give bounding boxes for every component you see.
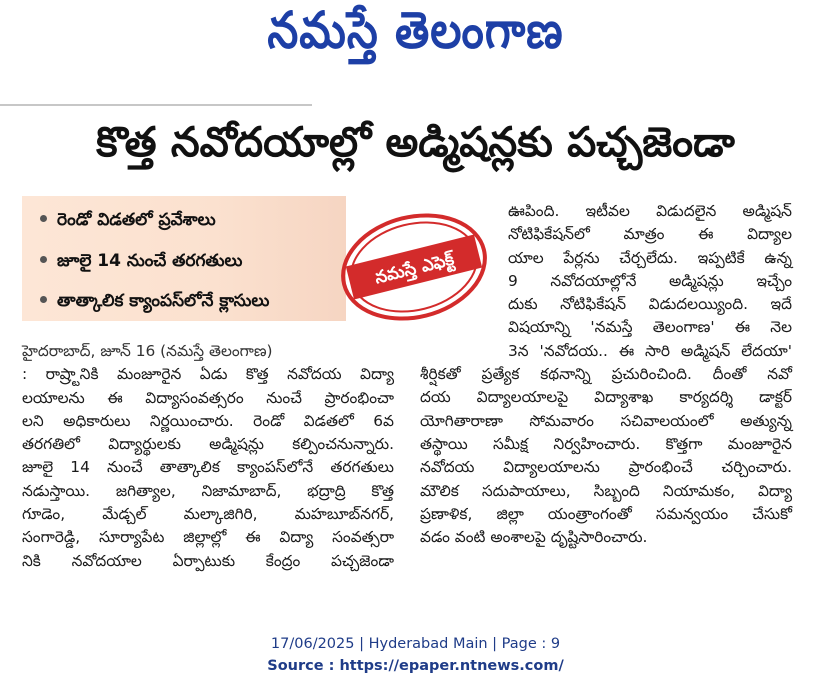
article-line: సంగారెడ్డి, సూర్యాపేట జిల్లాల్లో ఈ విద్యా సంవత్సరా bbox=[22, 528, 394, 547]
article-line: దుకు నోటిఫికేషన్ విడుదలయ్యింది. ఇదే bbox=[508, 295, 792, 314]
article-line: దయ విద్యాలయాలపై విద్యాశాఖ కార్యదర్శి డాక్టర్ bbox=[420, 388, 792, 407]
article-line: తస్థాయి సమీక్ష నిర్వహించారు. కొత్తగా మంజూరైన bbox=[420, 434, 792, 453]
article-line: శీర్షికతో ప్రత్యేక కథనాన్ని ప్రచురించింది. దీంతో నవో bbox=[420, 365, 792, 384]
bullet-icon bbox=[40, 296, 47, 303]
footer-edition-info: 17/06/2025 | Hyderabad Main | Page : 9 bbox=[270, 636, 561, 652]
article-line: యోగితారాణా సోమవారం సచివాలయంలో అత్యున్న bbox=[420, 411, 792, 430]
bullet-icon bbox=[40, 215, 47, 222]
divider bbox=[0, 104, 312, 106]
article-line: లయాలను ఈ విద్యాసంవత్సరం నుంచే ప్రారంభించా bbox=[22, 388, 394, 407]
dateline: హైదరాబాద్, జూన్ 16 (నమస్తే తెలంగాణ) bbox=[22, 342, 273, 360]
article-line: ఊపింది. ఇటీవల విడుదలైన అడ్మిషన్ bbox=[508, 202, 792, 220]
highlight-item: జూలై 14 నుంచే తరగతులు bbox=[40, 251, 242, 275]
highlight-item: రెండో విడతలో ప్రవేశాలు bbox=[40, 210, 216, 234]
article-line: యాల పేర్లను చేర్చలేదు. ఇప్పటికే ఉన్న bbox=[508, 248, 792, 267]
masthead-title: నమస్తే తెలంగాణ bbox=[267, 1, 564, 60]
article-line: గూడెం, మేడ్చల్ మల్కాజిగిరి, మహబూబ్‌నగర్, bbox=[22, 505, 394, 524]
footer-source: Source : https://epaper.ntnews.com/ bbox=[267, 658, 564, 674]
article-left-column bbox=[22, 340, 394, 573]
article-right-column bbox=[420, 200, 792, 549]
highlights-box bbox=[22, 196, 346, 321]
article-line: మౌలిక సదుపాయాలు, సిబ్బంది నియామకం, విద్యా bbox=[420, 481, 792, 500]
article-line: వడం వంటి అంశాలపై దృష్టిసారించారు. bbox=[420, 528, 648, 547]
headline: కొత్త నవోదయాల్లో అడ్మిషన్లకు పచ్చజెండా bbox=[96, 118, 735, 166]
article-line: 3న 'నవోదయ.. ఈ సారి అడ్మిషన్ లేదయా' bbox=[508, 341, 792, 360]
article-line: జూలై 14 నుంచే తాత్కాలిక క్యాంపస్‌లోనే తరగతులు bbox=[22, 458, 394, 477]
article-line: 9 నవోదయాల్లోనే అడ్మిషన్లు ఇచ్చేం bbox=[508, 271, 792, 290]
article-line: నడుస్తాయి. జగిత్యాల, నిజామాబాద్, భద్రాద్రి కొత్త bbox=[22, 481, 394, 500]
stamp-text: నమస్తే ఎఫెక్ట్ bbox=[372, 249, 457, 289]
article-line: విషయాన్ని 'నమస్తే తెలంగాణ' ఈ నెల bbox=[508, 318, 792, 337]
highlight-item: తాత్కాలిక క్యాంపస్‌లోనే క్లాసులు bbox=[40, 291, 269, 315]
article-line: నికి నవోదయాల ఏర్పాటుకు కేంద్రం పచ్చజెండా bbox=[22, 551, 394, 570]
article-line: నోటిఫికేషన్‌లో మాత్రం ఈ విద్యాల bbox=[508, 225, 792, 244]
masthead bbox=[0, 0, 831, 80]
article-line: లని అధికారులు నిర్ణయించారు. రెండో విడతలో 6వ bbox=[22, 411, 394, 430]
article-line: తరగతిలో విద్యార్థులకు అడ్మిషన్లు కల్పించనున్నారు. bbox=[22, 435, 394, 454]
article-line: : రాష్ర్టానికి మంజూరైన ఏడు కొత్త నవోదయ విద్యా bbox=[22, 365, 394, 384]
bullet-icon bbox=[40, 256, 47, 263]
article-line: ప్రణాళిక, జిల్లా యంత్రాంగంతో సమన్వయం చేసుకో bbox=[420, 504, 792, 523]
article-line: నవోదయ విద్యాలయాలను ప్రారంభించే చర్చించారు. bbox=[420, 458, 792, 477]
